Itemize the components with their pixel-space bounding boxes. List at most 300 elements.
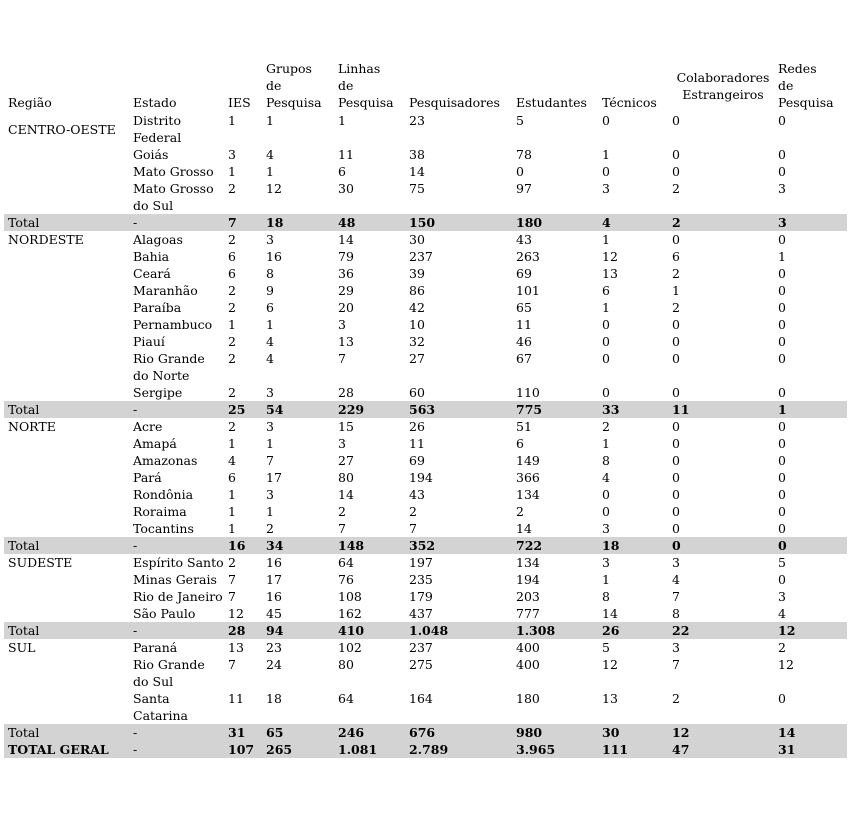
state-cell: Alagoas <box>133 232 183 247</box>
redes-cell: 2 <box>778 640 786 655</box>
ies-cell: 6 <box>228 249 236 264</box>
linhas-cell: 7 <box>338 521 346 536</box>
state-cell: Ceará <box>133 266 171 281</box>
grupos-cell: 1 <box>266 113 274 128</box>
grupos-cell: 17 <box>266 470 282 485</box>
grupos-cell: 1 <box>266 317 274 332</box>
tecnicos-cell: 0 <box>602 385 610 400</box>
linhas-cell: 7 <box>338 351 346 366</box>
state-cell: Mato Grosso do Sul <box>133 181 214 213</box>
estudantes-total: 775 <box>512 401 598 418</box>
state-cell: Bahia <box>133 249 170 264</box>
table-row <box>4 384 847 401</box>
tecnicos-cell: 6 <box>602 283 610 298</box>
linhas-cell: 108 <box>338 589 362 604</box>
redes-total: 0 <box>774 537 847 554</box>
tecnicos-cell: 1 <box>602 300 610 315</box>
grupos-cell: 45 <box>266 606 282 621</box>
pesquisadores-total: 150 <box>405 214 512 231</box>
grupos-total: 54 <box>262 401 334 418</box>
region-cell: SUL <box>8 640 36 655</box>
total-label: Total <box>4 724 129 741</box>
pesquisadores-cell: 197 <box>409 555 433 570</box>
estudantes-total: 180 <box>512 214 598 231</box>
tecnicos-cell: 5 <box>602 640 610 655</box>
col-header-ies: IES <box>228 95 251 110</box>
redes-cell: 0 <box>778 453 786 468</box>
estudantes-total: 980 <box>512 724 598 741</box>
ies-cell: 2 <box>228 385 236 400</box>
estudantes-cell: 400 <box>516 640 540 655</box>
linhas-cell: 64 <box>338 555 354 570</box>
table-row <box>4 350 847 384</box>
grupos-cell: 6 <box>266 300 274 315</box>
colaboradores-cell: 0 <box>672 164 680 179</box>
pesquisadores-cell: 69 <box>409 453 425 468</box>
table-row <box>4 656 847 690</box>
linhas-cell: 162 <box>338 606 362 621</box>
redes-cell: 0 <box>778 504 786 519</box>
colaboradores-cell: 1 <box>672 283 680 298</box>
redes-cell: 0 <box>778 147 786 162</box>
colaboradores-cell: 2 <box>672 300 680 315</box>
ies-cell: 6 <box>228 470 236 485</box>
linhas-total: 48 <box>334 214 405 231</box>
table-row <box>4 316 847 333</box>
tecnicos-cell: 14 <box>602 606 618 621</box>
colaboradores-cell: 0 <box>672 487 680 502</box>
colaboradores-cell: 0 <box>672 113 680 128</box>
linhas-cell: 36 <box>338 266 354 281</box>
colaboradores-cell: 7 <box>672 589 680 604</box>
redes-cell: 0 <box>778 487 786 502</box>
pesquisadores-total: 676 <box>405 724 512 741</box>
linhas-cell: 15 <box>338 419 354 434</box>
pesquisadores-cell: 164 <box>409 691 433 706</box>
ies-cell: 1 <box>228 504 236 519</box>
estudantes-cell: 6 <box>516 436 524 451</box>
redes-cell: 0 <box>778 334 786 349</box>
redes-total: 1 <box>774 401 847 418</box>
redes-cell: 12 <box>778 657 794 672</box>
redes-grand-total: 31 <box>774 741 847 758</box>
pesquisadores-cell: 2 <box>409 504 417 519</box>
colaboradores-cell: 0 <box>672 147 680 162</box>
region-cell: CENTRO-OESTE <box>8 121 116 137</box>
col-header-colaboradores: Colaboradores Estrangeiros <box>676 70 770 102</box>
region-cell <box>4 452 129 469</box>
ies-cell: 1 <box>228 113 236 128</box>
redes-cell: 0 <box>778 351 786 366</box>
ies-cell: 7 <box>228 589 236 604</box>
ies-cell: 3 <box>228 147 236 162</box>
linhas-cell: 11 <box>338 147 354 162</box>
estudantes-cell: 400 <box>516 657 540 672</box>
linhas-total: 148 <box>334 537 405 554</box>
estudantes-cell: 5 <box>516 113 524 128</box>
ies-cell: 7 <box>228 657 236 672</box>
grupos-cell: 3 <box>266 419 274 434</box>
pesquisadores-cell: 32 <box>409 334 425 349</box>
redes-cell: 5 <box>778 555 786 570</box>
linhas-total: 246 <box>334 724 405 741</box>
tecnicos-cell: 13 <box>602 691 618 706</box>
estudantes-cell: 263 <box>516 249 540 264</box>
state-cell: Pará <box>133 470 162 485</box>
table-row <box>4 299 847 316</box>
ies-cell: 1 <box>228 521 236 536</box>
ies-cell: 2 <box>228 555 236 570</box>
ies-cell: 1 <box>228 317 236 332</box>
table-row <box>4 554 847 571</box>
region-cell <box>4 384 129 401</box>
tecnicos-cell: 1 <box>602 436 610 451</box>
estudantes-cell: 2 <box>516 504 524 519</box>
estudantes-total: 1.308 <box>512 622 598 639</box>
redes-cell: 0 <box>778 521 786 536</box>
table-row <box>4 163 847 180</box>
grupos-cell: 1 <box>266 164 274 179</box>
redes-cell: 0 <box>778 113 786 128</box>
tecnicos-total: 33 <box>598 401 668 418</box>
grupos-cell: 4 <box>266 351 274 366</box>
tecnicos-grand-total: 111 <box>598 741 668 758</box>
redes-cell: 3 <box>778 589 786 604</box>
tecnicos-cell: 1 <box>602 232 610 247</box>
colaboradores-cell: 3 <box>672 640 680 655</box>
estudantes-cell: 180 <box>516 691 540 706</box>
table-row <box>4 265 847 282</box>
estudantes-cell: 69 <box>516 266 532 281</box>
region-cell <box>4 333 129 350</box>
redes-cell: 0 <box>778 572 786 587</box>
colaboradores-cell: 0 <box>672 470 680 485</box>
colaboradores-cell: 0 <box>672 385 680 400</box>
estudantes-cell: 203 <box>516 589 540 604</box>
colaboradores-cell: 0 <box>672 436 680 451</box>
linhas-grand-total: 1.081 <box>334 741 405 758</box>
tecnicos-cell: 3 <box>602 181 610 196</box>
total-label: Total <box>4 214 129 231</box>
tecnicos-cell: 0 <box>602 487 610 502</box>
grupos-grand-total: 265 <box>262 741 334 758</box>
col-header-grupos: Grupos de Pesquisa <box>266 61 322 110</box>
tecnicos-cell: 2 <box>602 419 610 434</box>
total-dash: - <box>129 214 224 231</box>
estudantes-cell: 149 <box>516 453 540 468</box>
tecnicos-cell: 0 <box>602 351 610 366</box>
region-total-row <box>4 537 847 554</box>
grupos-total: 18 <box>262 214 334 231</box>
table-row <box>4 520 847 537</box>
region-cell: SUDESTE <box>8 555 73 570</box>
estudantes-cell: 43 <box>516 232 532 247</box>
col-header-tecnicos: Técnicos <box>602 95 657 110</box>
pesquisadores-total: 352 <box>405 537 512 554</box>
state-cell: Rio Grande do Sul <box>133 657 205 689</box>
tecnicos-cell: 0 <box>602 504 610 519</box>
tecnicos-cell: 0 <box>602 317 610 332</box>
table-row <box>4 180 847 214</box>
grupos-cell: 3 <box>266 487 274 502</box>
pesquisadores-cell: 23 <box>409 113 425 128</box>
grupos-cell: 12 <box>266 181 282 196</box>
estudantes-cell: 51 <box>516 419 532 434</box>
colaboradores-total: 22 <box>668 622 774 639</box>
linhas-cell: 28 <box>338 385 354 400</box>
region-cell: NORDESTE <box>8 232 84 247</box>
pesquisadores-cell: 179 <box>409 589 433 604</box>
ies-total: 25 <box>224 401 262 418</box>
grupos-cell: 4 <box>266 334 274 349</box>
linhas-cell: 80 <box>338 470 354 485</box>
tecnicos-cell: 8 <box>602 453 610 468</box>
colaboradores-cell: 7 <box>672 657 680 672</box>
grupos-cell: 16 <box>266 589 282 604</box>
redes-cell: 0 <box>778 419 786 434</box>
pesquisadores-cell: 235 <box>409 572 433 587</box>
estudantes-cell: 11 <box>516 317 532 332</box>
region-cell <box>4 520 129 537</box>
tecnicos-cell: 0 <box>602 113 610 128</box>
table-row <box>4 435 847 452</box>
estudantes-cell: 46 <box>516 334 532 349</box>
region-cell <box>4 180 129 214</box>
ies-cell: 4 <box>228 453 236 468</box>
grupos-cell: 16 <box>266 249 282 264</box>
region-cell <box>4 350 129 384</box>
redes-cell: 0 <box>778 266 786 281</box>
pesquisadores-cell: 27 <box>409 351 425 366</box>
pesquisadores-cell: 7 <box>409 521 417 536</box>
redes-cell: 0 <box>778 283 786 298</box>
ies-total: 16 <box>224 537 262 554</box>
tecnicos-total: 26 <box>598 622 668 639</box>
ies-cell: 2 <box>228 334 236 349</box>
pesquisadores-cell: 86 <box>409 283 425 298</box>
region-cell <box>4 486 129 503</box>
region-cell <box>4 503 129 520</box>
pesquisadores-cell: 237 <box>409 640 433 655</box>
region-cell <box>4 316 129 333</box>
total-dash: - <box>129 724 224 741</box>
ies-cell: 11 <box>228 691 244 706</box>
grupos-cell: 3 <box>266 232 274 247</box>
grupos-cell: 17 <box>266 572 282 587</box>
grupos-cell: 16 <box>266 555 282 570</box>
col-header-estado: Estado <box>133 95 177 110</box>
redes-cell: 1 <box>778 249 786 264</box>
pesquisadores-cell: 437 <box>409 606 433 621</box>
linhas-cell: 102 <box>338 640 362 655</box>
estudantes-cell: 67 <box>516 351 532 366</box>
colaboradores-cell: 0 <box>672 453 680 468</box>
state-cell: Roraima <box>133 504 187 519</box>
grupos-total: 94 <box>262 622 334 639</box>
region-cell <box>4 248 129 265</box>
region-cell <box>4 571 129 588</box>
state-cell: Rio Grande do Norte <box>133 351 205 383</box>
grand-total-row <box>4 741 847 758</box>
total-dash: - <box>129 537 224 554</box>
tecnicos-total: 4 <box>598 214 668 231</box>
colaboradores-cell: 3 <box>672 555 680 570</box>
region-total-row <box>4 724 847 741</box>
linhas-cell: 79 <box>338 249 354 264</box>
region-cell <box>4 146 129 163</box>
pesquisadores-cell: 42 <box>409 300 425 315</box>
table-row <box>4 452 847 469</box>
linhas-cell: 3 <box>338 436 346 451</box>
tecnicos-cell: 1 <box>602 147 610 162</box>
total-label: Total <box>4 401 129 418</box>
col-header-linhas: Linhas de Pesquisa <box>338 61 394 110</box>
estudantes-cell: 366 <box>516 470 540 485</box>
linhas-cell: 27 <box>338 453 354 468</box>
pesquisadores-cell: 275 <box>409 657 433 672</box>
pesquisadores-cell: 39 <box>409 266 425 281</box>
estudantes-cell: 777 <box>516 606 540 621</box>
col-header-estudantes: Estudantes <box>516 95 587 110</box>
grupos-cell: 9 <box>266 283 274 298</box>
ies-cell: 1 <box>228 436 236 451</box>
pesquisadores-cell: 237 <box>409 249 433 264</box>
state-cell: Sergipe <box>133 385 183 400</box>
grupos-cell: 1 <box>266 436 274 451</box>
grupos-cell: 4 <box>266 147 274 162</box>
grupos-cell: 24 <box>266 657 282 672</box>
table-row <box>4 486 847 503</box>
ies-cell: 13 <box>228 640 244 655</box>
grupos-cell: 8 <box>266 266 274 281</box>
estudantes-cell: 0 <box>516 164 524 179</box>
ies-cell: 2 <box>228 232 236 247</box>
grupos-total: 34 <box>262 537 334 554</box>
tecnicos-cell: 0 <box>602 164 610 179</box>
state-cell: Rondônia <box>133 487 194 502</box>
state-cell: Espírito Santo <box>133 555 224 570</box>
region-cell <box>4 605 129 622</box>
ies-cell: 1 <box>228 487 236 502</box>
redes-cell: 0 <box>778 232 786 247</box>
ies-cell: 2 <box>228 181 236 196</box>
total-dash: - <box>129 622 224 639</box>
region-cell <box>4 656 129 690</box>
tecnicos-cell: 13 <box>602 266 618 281</box>
table-body <box>4 112 847 758</box>
table-row <box>4 146 847 163</box>
redes-cell: 4 <box>778 606 786 621</box>
state-cell: Minas Gerais <box>133 572 217 587</box>
col-header-regiao: Região <box>8 95 52 110</box>
table-row <box>4 588 847 605</box>
table-row <box>4 248 847 265</box>
estudantes-cell: 101 <box>516 283 540 298</box>
grupos-total: 65 <box>262 724 334 741</box>
table-row <box>4 690 847 724</box>
state-cell: Rio de Janeiro <box>133 589 223 604</box>
linhas-cell: 30 <box>338 181 354 196</box>
state-cell: Maranhão <box>133 283 198 298</box>
colaboradores-cell: 6 <box>672 249 680 264</box>
colaboradores-cell: 0 <box>672 419 680 434</box>
redes-cell: 0 <box>778 470 786 485</box>
state-cell: Pernambuco <box>133 317 213 332</box>
table-row <box>4 639 847 656</box>
redes-cell: 0 <box>778 691 786 706</box>
pesquisadores-cell: 194 <box>409 470 433 485</box>
pesquisadores-cell: 26 <box>409 419 425 434</box>
pesquisadores-cell: 14 <box>409 164 425 179</box>
colaboradores-cell: 0 <box>672 317 680 332</box>
estudantes-cell: 65 <box>516 300 532 315</box>
colaboradores-cell: 0 <box>672 232 680 247</box>
state-cell: Tocantins <box>133 521 194 536</box>
state-cell: Mato Grosso <box>133 164 214 179</box>
state-cell: Amazonas <box>133 453 198 468</box>
state-cell: Piauí <box>133 334 165 349</box>
colaboradores-cell: 0 <box>672 334 680 349</box>
region-cell <box>4 588 129 605</box>
colaboradores-total: 12 <box>668 724 774 741</box>
linhas-total: 410 <box>334 622 405 639</box>
colaboradores-cell: 0 <box>672 504 680 519</box>
tecnicos-cell: 12 <box>602 249 618 264</box>
linhas-cell: 20 <box>338 300 354 315</box>
table-row <box>4 571 847 588</box>
linhas-cell: 2 <box>338 504 346 519</box>
linhas-cell: 1 <box>338 113 346 128</box>
grupos-cell: 3 <box>266 385 274 400</box>
region-total-row <box>4 622 847 639</box>
pesquisadores-cell: 30 <box>409 232 425 247</box>
pesquisadores-cell: 60 <box>409 385 425 400</box>
tecnicos-cell: 3 <box>602 555 610 570</box>
ies-cell: 7 <box>228 572 236 587</box>
table-row <box>4 112 847 146</box>
colaboradores-total: 0 <box>668 537 774 554</box>
pesquisadores-total: 563 <box>405 401 512 418</box>
colaboradores-cell: 2 <box>672 266 680 281</box>
colaboradores-total: 11 <box>668 401 774 418</box>
ies-cell: 2 <box>228 351 236 366</box>
estudantes-cell: 97 <box>516 181 532 196</box>
region-cell <box>4 265 129 282</box>
state-cell: Distrito Federal <box>133 113 182 145</box>
linhas-total: 229 <box>334 401 405 418</box>
grupos-cell: 1 <box>266 504 274 519</box>
pesquisadores-cell: 11 <box>409 436 425 451</box>
linhas-cell: 6 <box>338 164 346 179</box>
pesquisadores-cell: 75 <box>409 181 425 196</box>
linhas-cell: 3 <box>338 317 346 332</box>
total-label: Total <box>4 537 129 554</box>
colaboradores-total: 2 <box>668 214 774 231</box>
linhas-cell: 14 <box>338 487 354 502</box>
linhas-cell: 14 <box>338 232 354 247</box>
estudantes-cell: 14 <box>516 521 532 536</box>
pesquisadores-cell: 43 <box>409 487 425 502</box>
ies-cell: 2 <box>228 419 236 434</box>
redes-cell: 0 <box>778 317 786 332</box>
colaboradores-cell: 4 <box>672 572 680 587</box>
region-cell <box>4 163 129 180</box>
total-dash: - <box>129 401 224 418</box>
pesquisadores-cell: 10 <box>409 317 425 332</box>
linhas-cell: 64 <box>338 691 354 706</box>
state-cell: Goiás <box>133 147 169 162</box>
table-row <box>4 282 847 299</box>
